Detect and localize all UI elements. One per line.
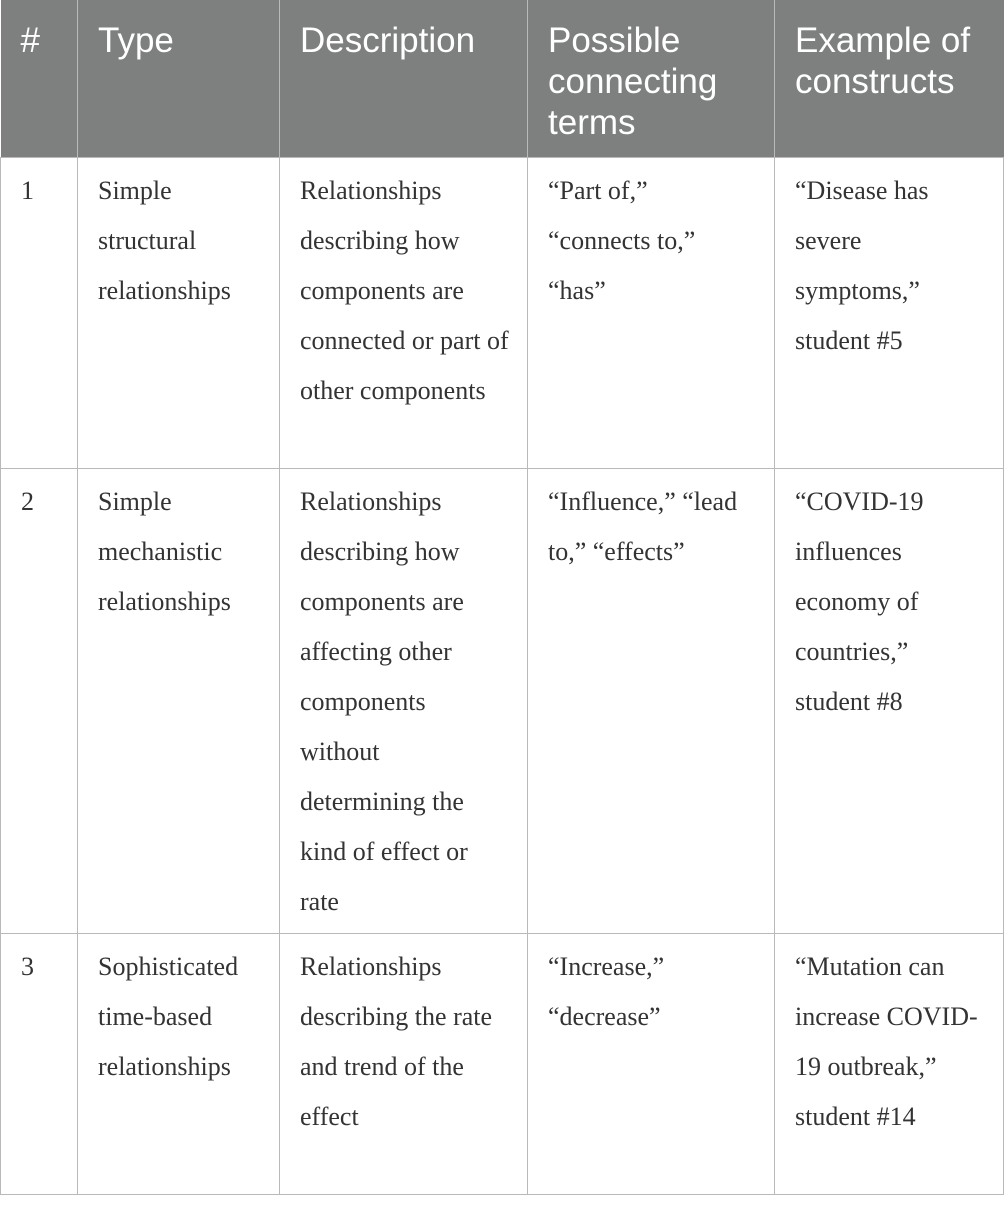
cell-description: Relationships describing how components are affecting other components without determining the kind of effect or rate xyxy=(280,469,528,934)
cell-example: “COVID-19 influences economy of countries,” student #8 xyxy=(775,469,1004,934)
header-num: # xyxy=(1,0,78,158)
cell-type: Simple mechanistic relationships xyxy=(78,469,280,934)
cell-description: Relationships describing the rate and trend of the effect xyxy=(280,934,528,1195)
table-body xyxy=(1,158,1004,1195)
cell-num: 2 xyxy=(1,469,78,934)
cell-connecting-terms: “Part of,” “connects to,” “has” xyxy=(528,158,775,469)
header-connecting-terms: Possible connecting terms xyxy=(528,0,775,158)
header-type: Type xyxy=(78,0,280,158)
header-example-constructs: Example of constructs xyxy=(775,0,1004,158)
cell-type: Sophisticated time-based relationships xyxy=(78,934,280,1195)
cell-num: 3 xyxy=(1,934,78,1195)
table-row xyxy=(1,158,1004,469)
cell-connecting-terms: “Influence,” “lead to,” “effects” xyxy=(528,469,775,934)
cell-description: Relationships describing how components are connected or part of other components xyxy=(280,158,528,469)
table-header xyxy=(1,0,1004,158)
cell-example: “Disease has severe symptoms,” student #5 xyxy=(775,158,1004,469)
cell-num: 1 xyxy=(1,158,78,469)
cell-type: Simple structural relationships xyxy=(78,158,280,469)
table-row xyxy=(1,934,1004,1195)
cell-example: “Mutation can increase COVID-19 outbreak,” student #14 xyxy=(775,934,1004,1195)
table-row xyxy=(1,469,1004,934)
header-row xyxy=(1,0,1004,158)
header-description: Description xyxy=(280,0,528,158)
cell-connecting-terms: “Increase,” “decrease” xyxy=(528,934,775,1195)
